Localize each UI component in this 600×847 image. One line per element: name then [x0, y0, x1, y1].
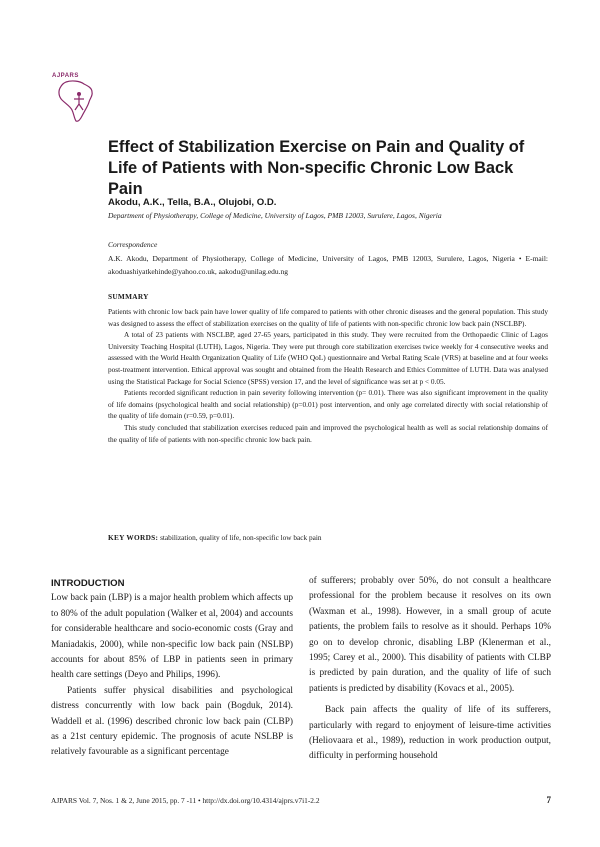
page-footer — [51, 796, 551, 805]
body-column-left — [51, 576, 293, 761]
summary-heading: SUMMARY — [108, 292, 149, 301]
summary-paragraph: This study concluded that stabilization exercises reduced pain and improved the psychological health as well as social relationship domains of the quality of life of patients with non-specific chronic low back pain. — [108, 422, 548, 444]
body-column-right — [309, 574, 551, 765]
body-paragraph: Patients suffer physical disabilities and psychological distress concurrently with low back pain (Bogduk, 2014). Waddell et al. (1996) described chronic low back pain (CLBP) as a 21st century epidemic. The prognosis of acute NSLBP is relatively favourable as a significant percentage — [51, 685, 293, 758]
body-paragraph: Back pain affects the quality of life of its sufferers, particularly with regard to enjoyment of leisure-time activities (Heliovaara et al., 1989), reduction in work production output, difficulty in performing household — [309, 705, 551, 762]
body-paragraph: Low back pain (LBP) is a major health problem which affects up to 80% of the adult population (Walker et al, 2004) and accounts for considerable healthcare and socio-economic costs (Gray and Maniadakis, 2000), while non-specific low back pain (NSLBP) accounts for about 85% of LBP in patients seen in primary health care settings (Deyo and Philips, 1996). — [51, 593, 293, 681]
section-heading-introduction: INTRODUCTION — [51, 578, 125, 589]
journal-logo — [52, 72, 100, 126]
authors: Akodu, A.K., Tella, B.A., Olujobi, O.D. — [108, 197, 277, 208]
keywords-text: stabilization, quality of life, non-specific low back pain — [160, 533, 322, 542]
summary-paragraph: Patients recorded significant reduction in pain severity following intervention (p= 0.01). There was also significant improvement in the quality of life domains (psychological health and social relationship) (p=0.01) post intervention, and only age correlated directly with social relationship of the quality of life domain (r=0.59, p=0.01). — [108, 388, 548, 421]
correspondence-text: A.K. Akodu, Department of Physiotherapy, College of Medicine, University of Lagos, PMB 12003, Surulere, Lagos, Nigeria • E-mail: akoduashiyatkehinde@yahoo.co.uk, aakodu@unilag.edu.ng — [108, 254, 548, 276]
page-number: 7 — [546, 795, 551, 805]
paper-title: Effect of Stabilization Exercise on Pain and Quality of Life of Patients with Non-specific Chronic Low Back Pain — [108, 138, 525, 198]
correspondence-label: Correspondence — [108, 240, 158, 249]
keywords-label: KEY WORDS: — [108, 533, 159, 542]
summary-paragraph: A total of 23 patients with NSCLBP, aged 27-65 years, participated in this study. They were recruited from the Orthopaedic Clinic of Lagos University Teaching Hospital (LUTH), Lagos, Nigeria. They were put through core stabilization exercises twice weekly for 4 consecutive weeks and assessed with the World Health Organization Quality of Life (WHO QoL) questionnaire and Verbal Rating Scale (VRS) at baseline and at four weeks post-treatment intervention. Ethical approval was sought and obtained from the Health Research and Ethics Committee of LUTH. Data was analysed using the Statistical Package for Social Science (SPSS) version 17, and the level of significance was set at p < 0.05. — [108, 330, 548, 386]
summary-paragraph: Patients with chronic low back pain have lower quality of life compared to patients with other chronic diseases and the general population. This study was designed to assess the effect of stabilization exercises on the quality of life of patients with non-specific chronic low back pain (NSCLBP). — [108, 307, 548, 328]
journal-logo-label: AJPARS — [52, 73, 79, 79]
keywords — [108, 533, 322, 542]
body-paragraph: of sufferers; probably over 50%, do not consult a healthcare professional for the problem because it resolves on its own (Waxman et al., 1998). However, in a small group of acute patients, the problem fails to resolve as it should. Perhaps 10% go on to develop chronic, disabling LBP (Klenerman et al., 1995; Carey et al., 2000). This disability of patients with CLBP is predicted by pain duration, and the quality of life of such patients is predicted by disability (Kovacs et al., 2005). — [309, 576, 551, 694]
summary-body — [108, 306, 548, 445]
footer-citation: AJPARS Vol. 7, Nos. 1 & 2, June 2015, pp. 7 -11 • http://dx.doi.org/10.4314/ajprs.v7i1-2.2 — [51, 796, 320, 805]
affiliation: Department of Physiotherapy, College of Medicine, University of Lagos, PMB 12003, Surulere, Lagos, Nigeria — [108, 211, 442, 220]
